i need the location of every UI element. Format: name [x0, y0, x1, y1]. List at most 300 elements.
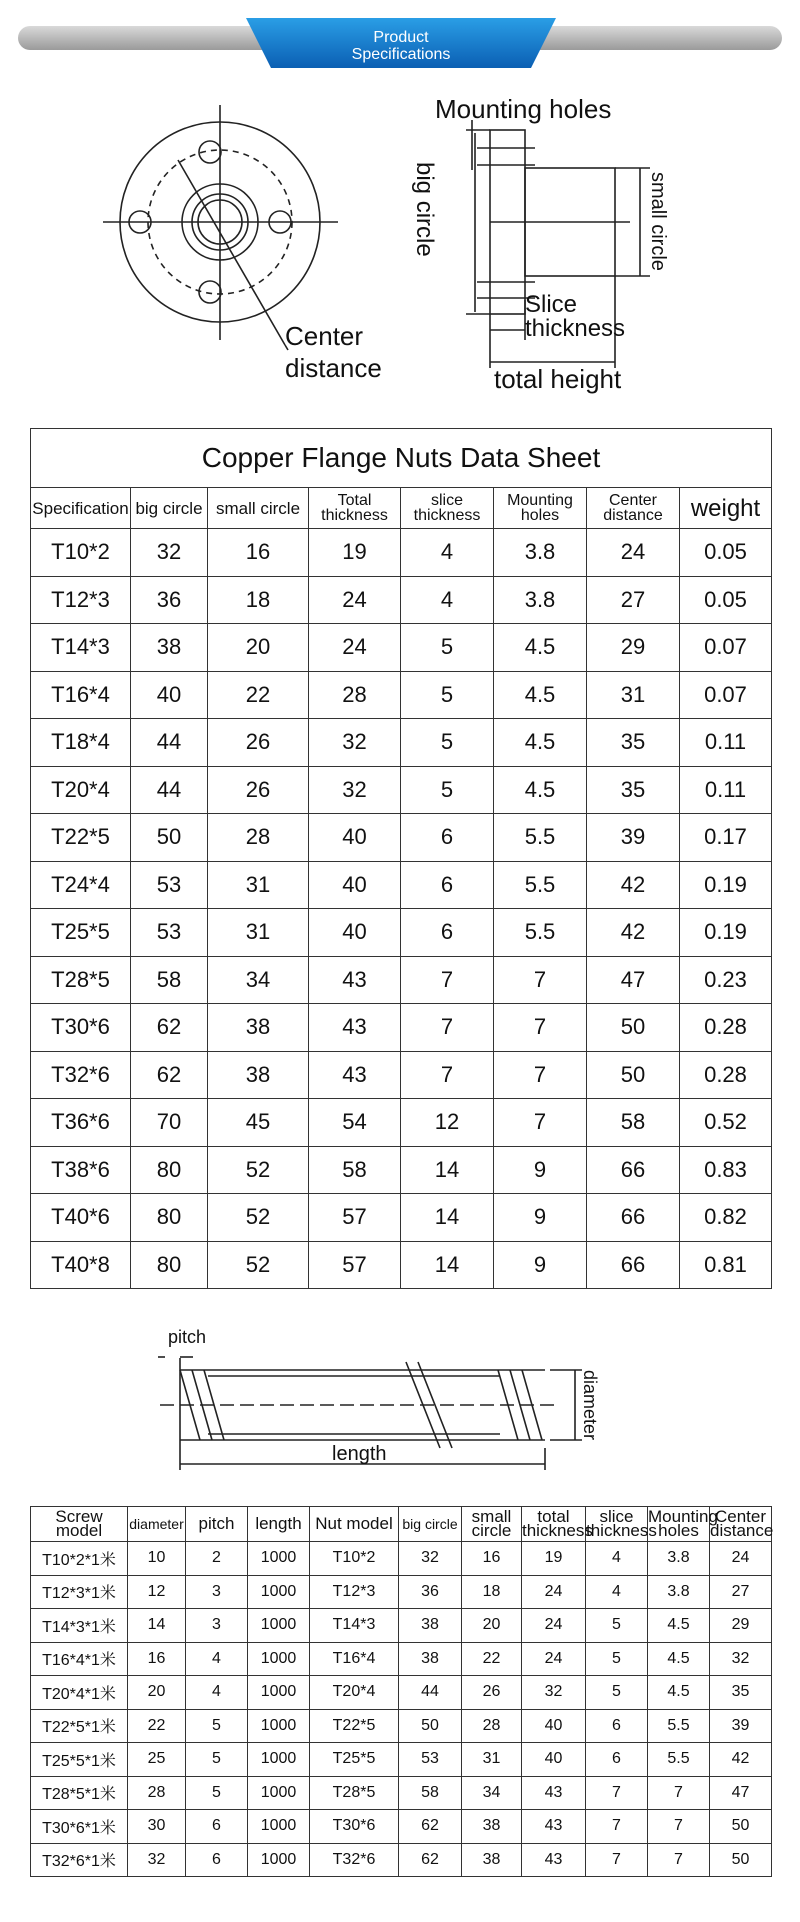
header-line: holes — [658, 1521, 699, 1540]
table-row — [31, 1575, 772, 1609]
header-line: slice — [599, 1507, 634, 1526]
table-cell: 12 — [401, 1099, 494, 1147]
table-cell: T16*4*1米 — [31, 1642, 128, 1676]
table-cell: T32*6 — [31, 1051, 131, 1099]
table-cell: 6 — [186, 1843, 248, 1877]
table-cell: 3.8 — [648, 1575, 710, 1609]
table-cell: 5.5 — [494, 861, 587, 909]
table-row — [31, 861, 772, 909]
table-cell: 29 — [587, 624, 680, 672]
table-cell: 0.52 — [680, 1099, 772, 1147]
table-cell: 20 — [128, 1676, 186, 1710]
label-total-height: total height — [494, 364, 622, 394]
table-cell: 38 — [462, 1843, 522, 1877]
table-cell: T30*6 — [310, 1810, 399, 1844]
table-cell: 7 — [401, 1051, 494, 1099]
lead-screw-table — [30, 1506, 772, 1877]
table-cell: 34 — [462, 1776, 522, 1810]
table-row — [31, 1776, 772, 1810]
table-cell: T12*3*1米 — [31, 1575, 128, 1609]
table-cell: 70 — [131, 1099, 208, 1147]
table-cell: 40 — [309, 909, 401, 957]
header-line: Specification — [32, 498, 129, 518]
table-cell: 3.8 — [494, 529, 587, 577]
table-cell: 0.05 — [680, 576, 772, 624]
table-cell: 24 — [522, 1575, 586, 1609]
table-cell: 7 — [586, 1776, 648, 1810]
table-cell: 1000 — [248, 1709, 310, 1743]
table-cell: 3.8 — [494, 576, 587, 624]
table-cell: 58 — [131, 956, 208, 1004]
table-cell: 5.5 — [494, 909, 587, 957]
table-cell: 50 — [587, 1051, 680, 1099]
header-cell — [309, 488, 401, 529]
table-cell: 0.82 — [680, 1194, 772, 1242]
table-cell: 0.11 — [680, 766, 772, 814]
table-cell: 5 — [401, 766, 494, 814]
table-cell: 4 — [186, 1676, 248, 1710]
table-cell: T40*8 — [31, 1241, 131, 1289]
table-cell: 38 — [131, 624, 208, 672]
header-line: thickness — [522, 1521, 593, 1540]
table-cell: 20 — [462, 1609, 522, 1643]
table-cell: T14*3 — [310, 1609, 399, 1643]
table-cell: 47 — [710, 1776, 772, 1810]
table-cell: 5 — [186, 1743, 248, 1777]
header-cell — [494, 488, 587, 529]
table-cell: T10*2 — [310, 1542, 399, 1576]
table-cell: T40*6 — [31, 1194, 131, 1242]
table-cell: 1000 — [248, 1743, 310, 1777]
table-row — [31, 1051, 772, 1099]
table-cell: 62 — [399, 1810, 462, 1844]
table-cell: 50 — [587, 1004, 680, 1052]
table-cell: 38 — [399, 1609, 462, 1643]
table-cell: 50 — [710, 1810, 772, 1844]
table-cell: 36 — [131, 576, 208, 624]
table-cell: 54 — [309, 1099, 401, 1147]
table-cell: 50 — [399, 1709, 462, 1743]
table-cell: T25*5 — [31, 909, 131, 957]
table-cell: 24 — [309, 624, 401, 672]
table-row — [31, 814, 772, 862]
table-cell: 0.07 — [680, 624, 772, 672]
table-cell: 62 — [131, 1051, 208, 1099]
table-cell: 25 — [128, 1743, 186, 1777]
table-cell: 1000 — [248, 1609, 310, 1643]
header-line: small circle — [215, 498, 301, 518]
table-cell: T20*4 — [310, 1676, 399, 1710]
table-cell: 0.07 — [680, 671, 772, 719]
header-line: weight — [690, 494, 761, 522]
table-cell: 62 — [131, 1004, 208, 1052]
table-cell: 34 — [208, 956, 309, 1004]
table-cell: 7 — [586, 1843, 648, 1877]
header-cell — [522, 1507, 593, 1542]
table-cell: 45 — [208, 1099, 309, 1147]
table-cell: 19 — [522, 1542, 586, 1576]
table-cell: 7 — [494, 1099, 587, 1147]
table-cell: 4 — [401, 576, 494, 624]
table-cell: 28 — [208, 814, 309, 862]
table-cell: 7 — [494, 1004, 587, 1052]
flange-nut-drawing — [0, 0, 800, 420]
header-line: thickness — [586, 1521, 657, 1540]
table-cell: 38 — [462, 1810, 522, 1844]
table-cell: 14 — [401, 1241, 494, 1289]
table-cell: 5.5 — [648, 1743, 710, 1777]
table-cell: 22 — [462, 1642, 522, 1676]
table-cell: 43 — [309, 1051, 401, 1099]
table-cell: T20*4*1米 — [31, 1676, 128, 1710]
table-cell: 24 — [522, 1642, 586, 1676]
table-row — [31, 766, 772, 814]
table-cell: 43 — [522, 1776, 586, 1810]
table-cell: 0.19 — [680, 909, 772, 957]
table-cell: 38 — [399, 1642, 462, 1676]
table-cell: 4 — [586, 1542, 648, 1576]
table-cell: T22*5 — [31, 814, 131, 862]
flange-nut-table — [30, 428, 772, 1289]
table-cell: 6 — [401, 861, 494, 909]
table-row — [31, 1004, 772, 1052]
table-cell: 4.5 — [494, 766, 587, 814]
header-line: thickness — [321, 507, 388, 524]
table-cell: 31 — [208, 909, 309, 957]
header-cell — [680, 488, 772, 529]
table-row — [31, 1194, 772, 1242]
table-row — [31, 529, 772, 577]
table-cell: 7 — [494, 956, 587, 1004]
table-cell: 44 — [131, 766, 208, 814]
table-cell: 26 — [462, 1676, 522, 1710]
table-cell: T28*5 — [31, 956, 131, 1004]
table-cell: 5 — [186, 1709, 248, 1743]
header-line: big circle — [402, 1516, 458, 1532]
table-cell: 42 — [587, 909, 680, 957]
label-length: length — [332, 1443, 387, 1465]
table-cell: 1000 — [248, 1676, 310, 1710]
table-cell: T30*6 — [31, 1004, 131, 1052]
header-cell — [208, 488, 309, 529]
table-cell: 18 — [462, 1575, 522, 1609]
table-cell: 43 — [309, 1004, 401, 1052]
table-cell: 0.28 — [680, 1004, 772, 1052]
table-cell: T20*4 — [31, 766, 131, 814]
table-cell: 0.05 — [680, 529, 772, 577]
table-row — [31, 624, 772, 672]
label-pitch: pitch — [168, 1327, 207, 1347]
table-cell: 42 — [587, 861, 680, 909]
table-cell: T10*2 — [31, 529, 131, 577]
table-cell: T24*4 — [31, 861, 131, 909]
table-cell: 43 — [522, 1810, 586, 1844]
table-cell: 6 — [586, 1709, 648, 1743]
table-cell: T12*3 — [310, 1575, 399, 1609]
table-row — [31, 909, 772, 957]
table-cell: 39 — [587, 814, 680, 862]
table-cell: 43 — [309, 956, 401, 1004]
table-cell: 32 — [522, 1676, 586, 1710]
table-cell: 2 — [186, 1542, 248, 1576]
table-cell: 0.23 — [680, 956, 772, 1004]
table-cell: 6 — [401, 814, 494, 862]
table-cell: 5 — [401, 624, 494, 672]
table-cell: 58 — [309, 1146, 401, 1194]
table-cell: 9 — [494, 1194, 587, 1242]
table-row — [31, 1542, 772, 1576]
table-cell: 52 — [208, 1146, 309, 1194]
table-cell: 14 — [128, 1609, 186, 1643]
table-cell: 28 — [128, 1776, 186, 1810]
flange-table-title: Copper Flange Nuts Data Sheet — [30, 428, 772, 487]
header-title-line2: Specifications — [351, 46, 451, 63]
table-row — [31, 1146, 772, 1194]
table-cell: 50 — [710, 1843, 772, 1877]
table-cell: 40 — [522, 1709, 586, 1743]
header-line: thickness — [413, 507, 481, 524]
table-cell: 31 — [462, 1743, 522, 1777]
table-cell: 42 — [710, 1743, 772, 1777]
table-cell: 3 — [186, 1575, 248, 1609]
table-cell: 30 — [128, 1810, 186, 1844]
table-cell: 12 — [128, 1575, 186, 1609]
label-center-line2: distance — [285, 353, 382, 383]
header-line: pitch — [198, 1514, 235, 1533]
table-cell: 62 — [399, 1843, 462, 1877]
table-row — [31, 1810, 772, 1844]
table-cell: 9 — [494, 1146, 587, 1194]
table-cell: 80 — [131, 1241, 208, 1289]
screw-table-header — [31, 1507, 772, 1542]
header-cell — [31, 1507, 128, 1542]
label-small-circle: small circle — [647, 172, 669, 271]
header-line: circle — [471, 1521, 512, 1540]
table-cell: T16*4 — [310, 1642, 399, 1676]
table-cell: 40 — [309, 861, 401, 909]
label-slice-line1: Slice — [525, 291, 578, 318]
header-line: distance — [710, 1521, 774, 1540]
table-cell: 0.11 — [680, 719, 772, 767]
table-cell: 0.81 — [680, 1241, 772, 1289]
table-cell: T14*3 — [31, 624, 131, 672]
table-cell: 9 — [494, 1241, 587, 1289]
header-cell — [401, 488, 494, 529]
table-cell: 4.5 — [648, 1676, 710, 1710]
table-cell: T14*3*1米 — [31, 1609, 128, 1643]
table-cell: 1000 — [248, 1810, 310, 1844]
table-cell: 7 — [648, 1810, 710, 1844]
header-line: Center — [714, 1507, 767, 1526]
table-row — [31, 1676, 772, 1710]
table-cell: 5 — [401, 719, 494, 767]
table-cell: 57 — [309, 1241, 401, 1289]
label-center-line1: Center — [285, 321, 364, 351]
table-cell: 57 — [309, 1194, 401, 1242]
header-line: length — [255, 1514, 302, 1533]
table-cell: T32*6 — [310, 1843, 399, 1877]
table-cell: 32 — [309, 766, 401, 814]
table-cell: 32 — [399, 1542, 462, 1576]
table-cell: 26 — [208, 719, 309, 767]
table-row — [31, 719, 772, 767]
table-row — [31, 1642, 772, 1676]
header-line: Screw model — [55, 1507, 103, 1540]
table-cell: 38 — [208, 1004, 309, 1052]
table-cell: T22*5*1米 — [31, 1709, 128, 1743]
table-cell: 5 — [401, 671, 494, 719]
table-cell: 3.8 — [648, 1542, 710, 1576]
table-cell: 16 — [128, 1642, 186, 1676]
table-cell: 1000 — [248, 1642, 310, 1676]
label-big-circle: big circle — [411, 162, 438, 257]
header-line: Mounting — [648, 1507, 718, 1526]
table-row — [31, 1609, 772, 1643]
table-cell: 43 — [522, 1843, 586, 1877]
header-cell — [310, 1507, 399, 1542]
table-cell: T12*3 — [31, 576, 131, 624]
table-cell: 4.5 — [648, 1609, 710, 1643]
header-line: diameter — [129, 1516, 184, 1532]
table-cell: T32*6*1米 — [31, 1843, 128, 1877]
table-cell: 28 — [462, 1709, 522, 1743]
table-row — [31, 1843, 772, 1877]
table-cell: 80 — [131, 1194, 208, 1242]
table-cell: 24 — [710, 1542, 772, 1576]
table-cell: 6 — [186, 1810, 248, 1844]
table-cell: 18 — [208, 576, 309, 624]
table-cell: T16*4 — [31, 671, 131, 719]
table-cell: 0.83 — [680, 1146, 772, 1194]
table-cell: 22 — [208, 671, 309, 719]
table-cell: 35 — [710, 1676, 772, 1710]
table-cell: 1000 — [248, 1843, 310, 1877]
table-cell: 32 — [128, 1843, 186, 1877]
table-cell: 24 — [522, 1609, 586, 1643]
table-cell: 5 — [586, 1676, 648, 1710]
table-cell: 53 — [131, 861, 208, 909]
table-row — [31, 576, 772, 624]
header-line: slice — [430, 492, 463, 509]
label-slice-line2: thickness — [525, 315, 626, 342]
table-cell: 38 — [208, 1051, 309, 1099]
table-cell: 7 — [401, 1004, 494, 1052]
header-line: total — [537, 1507, 570, 1526]
table-cell: 32 — [131, 529, 208, 577]
table-cell: 52 — [208, 1241, 309, 1289]
table-cell: 39 — [710, 1709, 772, 1743]
table-cell: 58 — [399, 1776, 462, 1810]
table-cell: 14 — [401, 1194, 494, 1242]
label-diameter: diameter — [580, 1370, 600, 1441]
table-cell: 32 — [710, 1642, 772, 1676]
table-row — [31, 1709, 772, 1743]
header-line: Center — [608, 492, 658, 509]
table-cell: T28*5 — [310, 1776, 399, 1810]
header-line: distance — [603, 507, 663, 524]
table-cell: 5 — [586, 1609, 648, 1643]
table-cell: 4.5 — [494, 719, 587, 767]
table-cell: 1000 — [248, 1542, 310, 1576]
flange-table-header — [31, 488, 772, 529]
table-cell: 14 — [401, 1146, 494, 1194]
header-line: small — [471, 1507, 512, 1526]
table-cell: T25*5 — [310, 1743, 399, 1777]
table-cell: 53 — [131, 909, 208, 957]
table-cell: 80 — [131, 1146, 208, 1194]
table-cell: 4.5 — [494, 671, 587, 719]
table-cell: 52 — [208, 1194, 309, 1242]
table-cell: 32 — [309, 719, 401, 767]
table-cell: 4 — [186, 1642, 248, 1676]
table-cell: T18*4 — [31, 719, 131, 767]
header-line: Total — [337, 492, 372, 509]
table-cell: 66 — [587, 1146, 680, 1194]
header-cell — [31, 488, 131, 529]
table-cell: 5 — [586, 1642, 648, 1676]
table-cell: 47 — [587, 956, 680, 1004]
header-cell — [710, 1507, 772, 1542]
table-cell: 0.19 — [680, 861, 772, 909]
table-cell: 19 — [309, 529, 401, 577]
table-cell: 16 — [208, 529, 309, 577]
table-cell: 50 — [131, 814, 208, 862]
table-cell: 4 — [586, 1575, 648, 1609]
table-cell: 44 — [131, 719, 208, 767]
table-cell: 6 — [586, 1743, 648, 1777]
header-cell — [128, 1507, 186, 1542]
table-cell: 26 — [208, 766, 309, 814]
header-cell — [186, 1507, 248, 1542]
table-cell: 4.5 — [494, 624, 587, 672]
table-cell: 40 — [131, 671, 208, 719]
header-cell — [399, 1507, 462, 1542]
table-cell: 7 — [648, 1843, 710, 1877]
table-cell: 35 — [587, 719, 680, 767]
table-cell: T30*6*1米 — [31, 1810, 128, 1844]
table-cell: T38*6 — [31, 1146, 131, 1194]
table-cell: T28*5*1米 — [31, 1776, 128, 1810]
header-cell — [462, 1507, 522, 1542]
table-cell: 20 — [208, 624, 309, 672]
table-cell: 53 — [399, 1743, 462, 1777]
table-cell: T10*2*1米 — [31, 1542, 128, 1576]
table-cell: T25*5*1米 — [31, 1743, 128, 1777]
header-line: holes — [520, 507, 560, 524]
table-row — [31, 1743, 772, 1777]
header-title-line1: Product — [373, 29, 429, 46]
table-cell: 29 — [710, 1609, 772, 1643]
table-cell: 0.17 — [680, 814, 772, 862]
header-line: Mounting — [507, 492, 573, 509]
header-line: Nut model — [315, 1514, 393, 1533]
table-cell: 10 — [128, 1542, 186, 1576]
header-cell — [248, 1507, 310, 1542]
table-cell: 5.5 — [648, 1709, 710, 1743]
table-cell: 58 — [587, 1099, 680, 1147]
table-cell: 24 — [309, 576, 401, 624]
table-cell: 31 — [208, 861, 309, 909]
table-cell: 7 — [401, 956, 494, 1004]
table-cell: 36 — [399, 1575, 462, 1609]
table-row — [31, 1099, 772, 1147]
table-cell: 4 — [401, 529, 494, 577]
table-cell: 22 — [128, 1709, 186, 1743]
table-cell: 40 — [309, 814, 401, 862]
table-cell: 27 — [587, 576, 680, 624]
header-cell — [587, 488, 680, 529]
table-cell: 35 — [587, 766, 680, 814]
